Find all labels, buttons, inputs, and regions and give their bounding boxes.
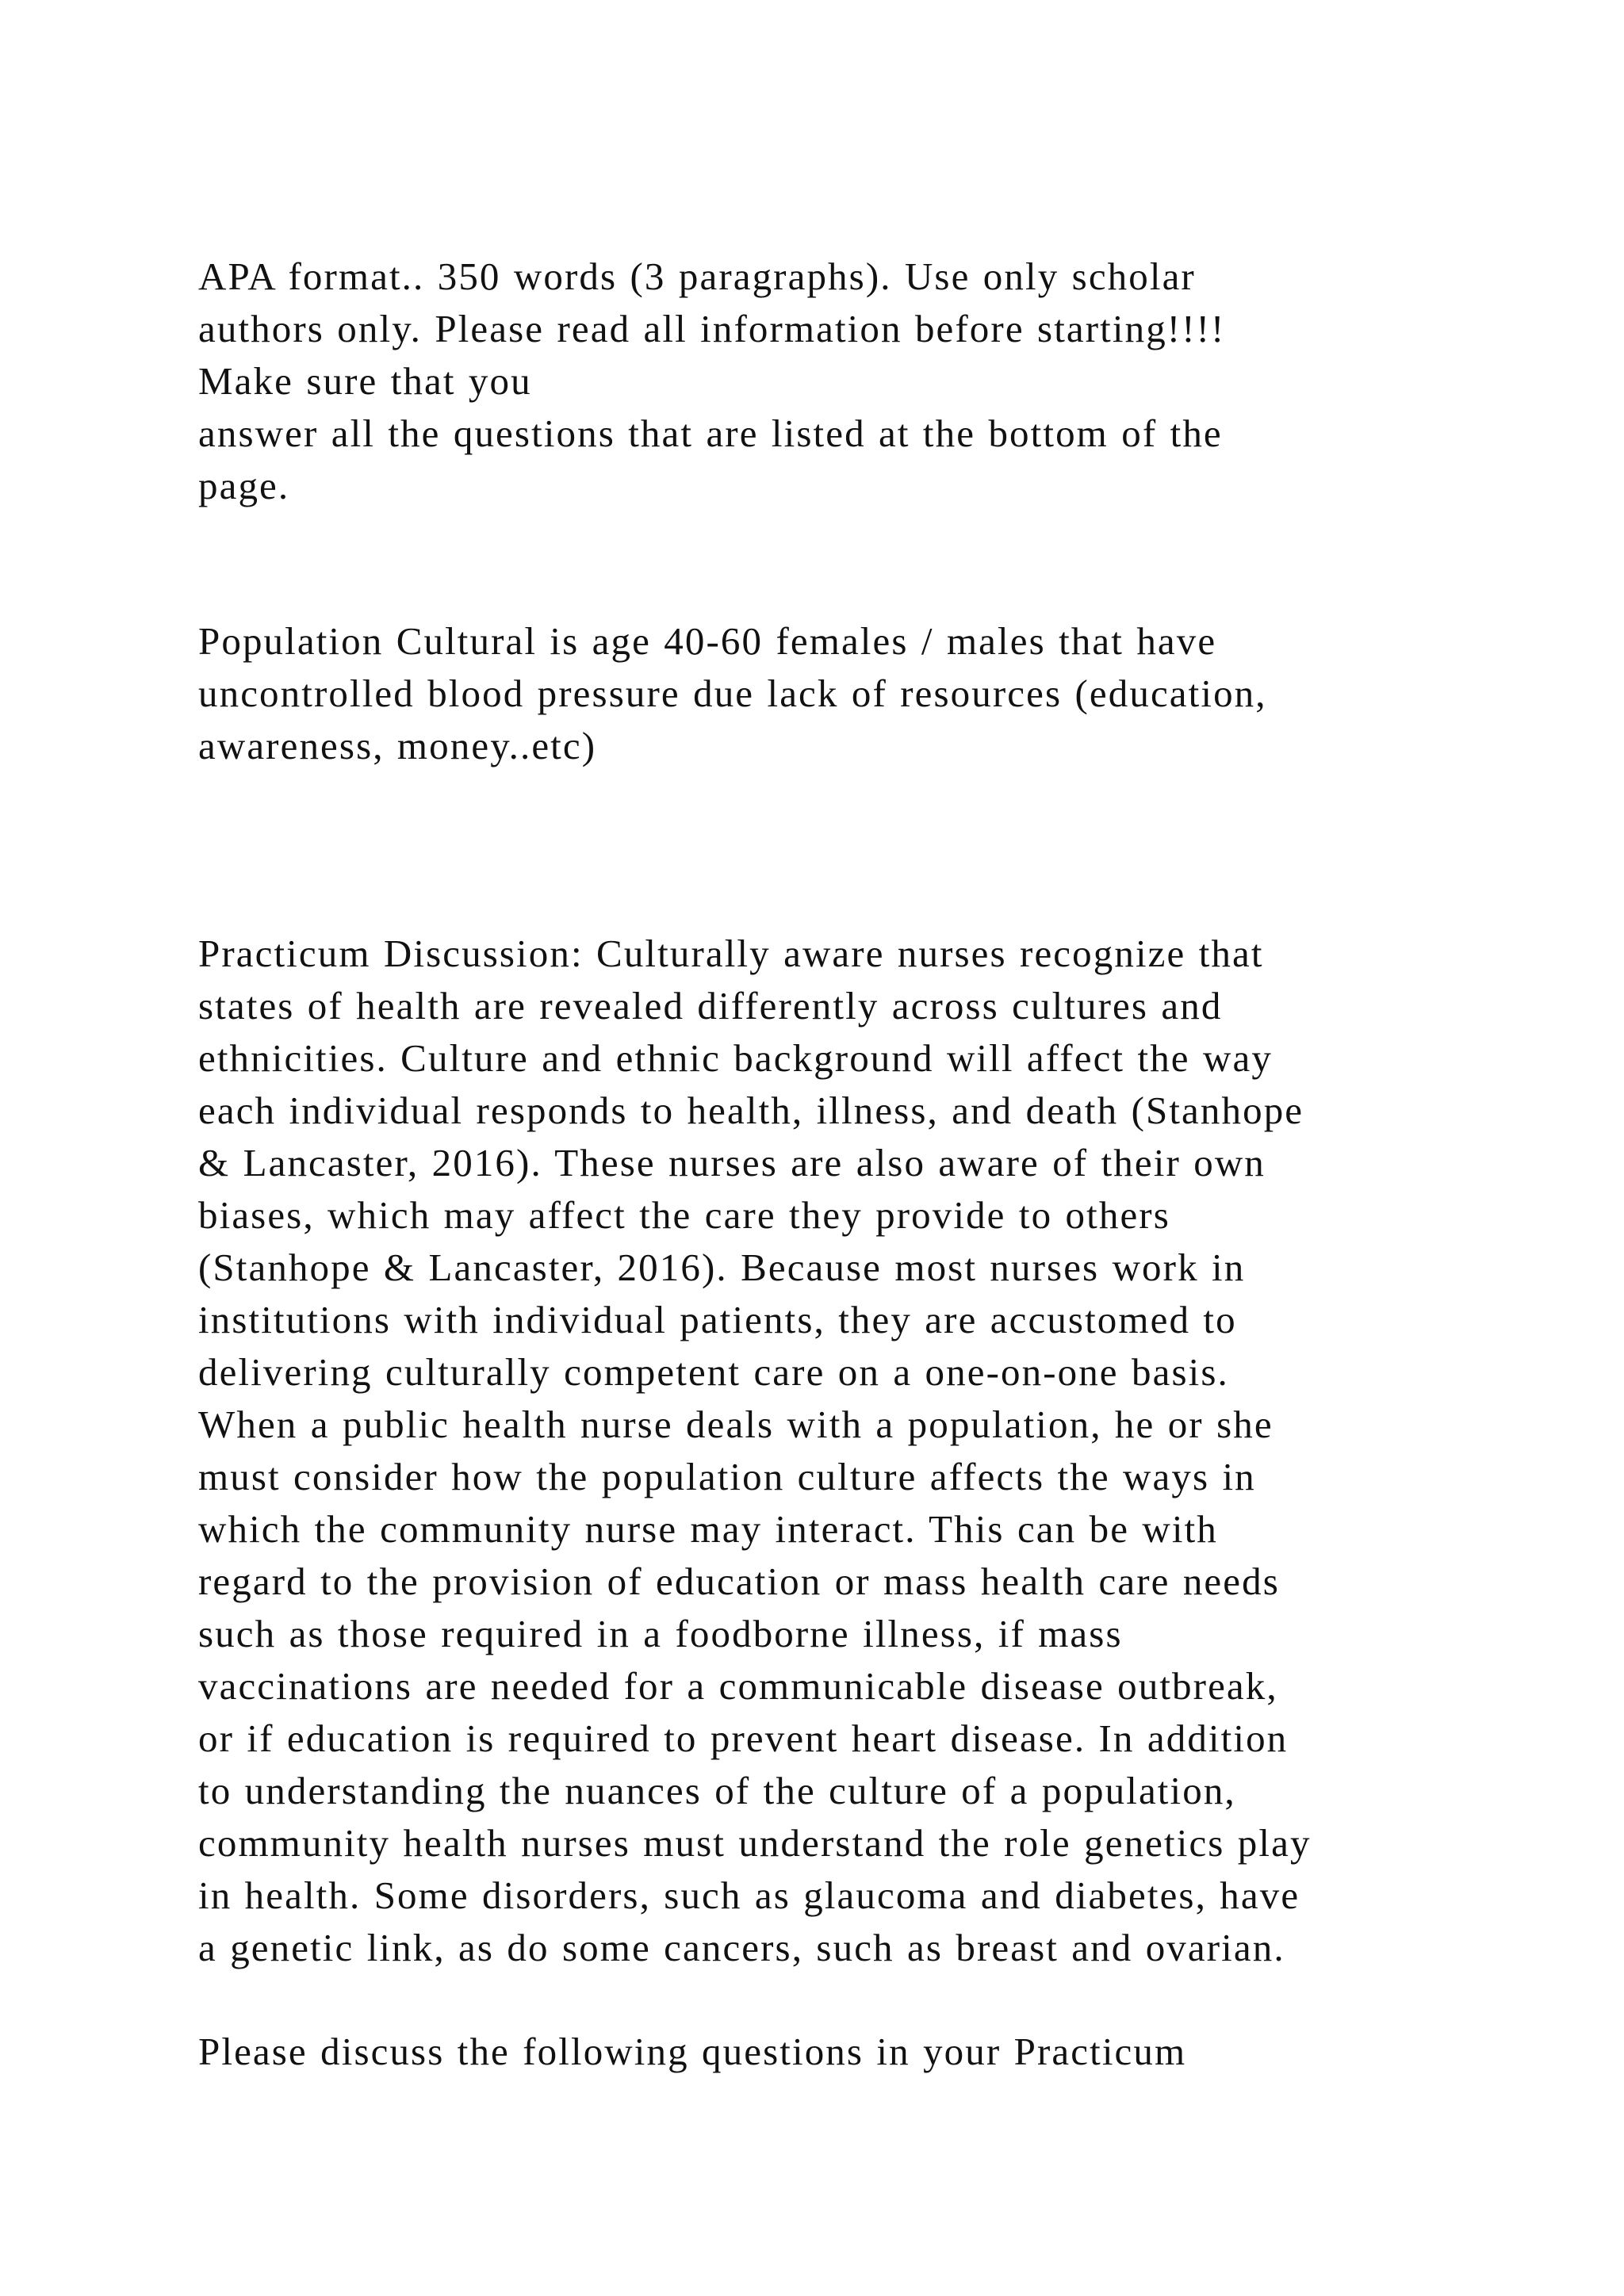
practicum-line: each individual responds to health, illness, and death (Stanhope xyxy=(198,1089,1304,1132)
practicum-line: vaccinations are needed for a communicable disease outbreak, xyxy=(198,1664,1278,1708)
intro-line: Make sure that you xyxy=(198,359,532,403)
practicum-line: must consider how the population culture affects the ways in xyxy=(198,1455,1256,1498)
practicum-line: such as those required in a foodborne illness, if mass xyxy=(198,1612,1123,1655)
practicum-line: states of health are revealed differently across cultures and xyxy=(198,984,1223,1027)
intro-paragraph xyxy=(198,251,1507,512)
practicum-line: delivering culturally competent care on a one-on-one basis. xyxy=(198,1350,1229,1394)
practicum-line: to understanding the nuances of the culture of a population, xyxy=(198,1769,1236,1812)
practicum-line: & Lancaster, 2016). These nurses are also aware of their own xyxy=(198,1141,1266,1184)
practicum-line: in health. Some disorders, such as glaucoma and diabetes, have xyxy=(198,1873,1300,1917)
population-line: awareness, money..etc) xyxy=(198,724,597,767)
practicum-line: institutions with individual patients, they are accustomed to xyxy=(198,1298,1237,1341)
practicum-line: a genetic link, as do some cancers, such as breast and ovarian. xyxy=(198,1926,1285,1969)
practicum-line: which the community nurse may interact. This can be with xyxy=(198,1507,1218,1551)
practicum-line: Practicum Discussion: Culturally aware nurses recognize that xyxy=(198,932,1264,975)
practicum-line: ethnicities. Culture and ethnic background will affect the way xyxy=(198,1036,1273,1080)
practicum-line: community health nurses must understand the role genetics play xyxy=(198,1821,1312,1865)
intro-line: answer all the questions that are listed at the bottom of the xyxy=(198,411,1223,455)
intro-line: authors only. Please read all information before starting!!!! xyxy=(198,307,1226,350)
population-line: uncontrolled blood pressure due lack of resources (education, xyxy=(198,672,1267,715)
questions-line: Please discuss the following questions in your Practicum xyxy=(198,2030,1187,2073)
practicum-line: When a public health nurse deals with a population, he or she xyxy=(198,1402,1274,1446)
population-paragraph xyxy=(198,615,1507,772)
practicum-paragraph xyxy=(198,928,1507,1974)
practicum-line: (Stanhope & Lancaster, 2016). Because most nurses work in xyxy=(198,1246,1246,1289)
questions-paragraph xyxy=(198,2026,1507,2078)
population-line: Population Cultural is age 40-60 females / males that have xyxy=(198,619,1217,663)
practicum-line: biases, which may affect the care they provide to others xyxy=(198,1193,1170,1237)
practicum-line: regard to the provision of education or mass health care needs xyxy=(198,1559,1280,1603)
intro-line: page. xyxy=(198,464,290,507)
intro-line: APA format.. 350 words (3 paragraphs). Use only scholar xyxy=(198,254,1196,298)
practicum-line: or if education is required to prevent heart disease. In addition xyxy=(198,1716,1289,1760)
